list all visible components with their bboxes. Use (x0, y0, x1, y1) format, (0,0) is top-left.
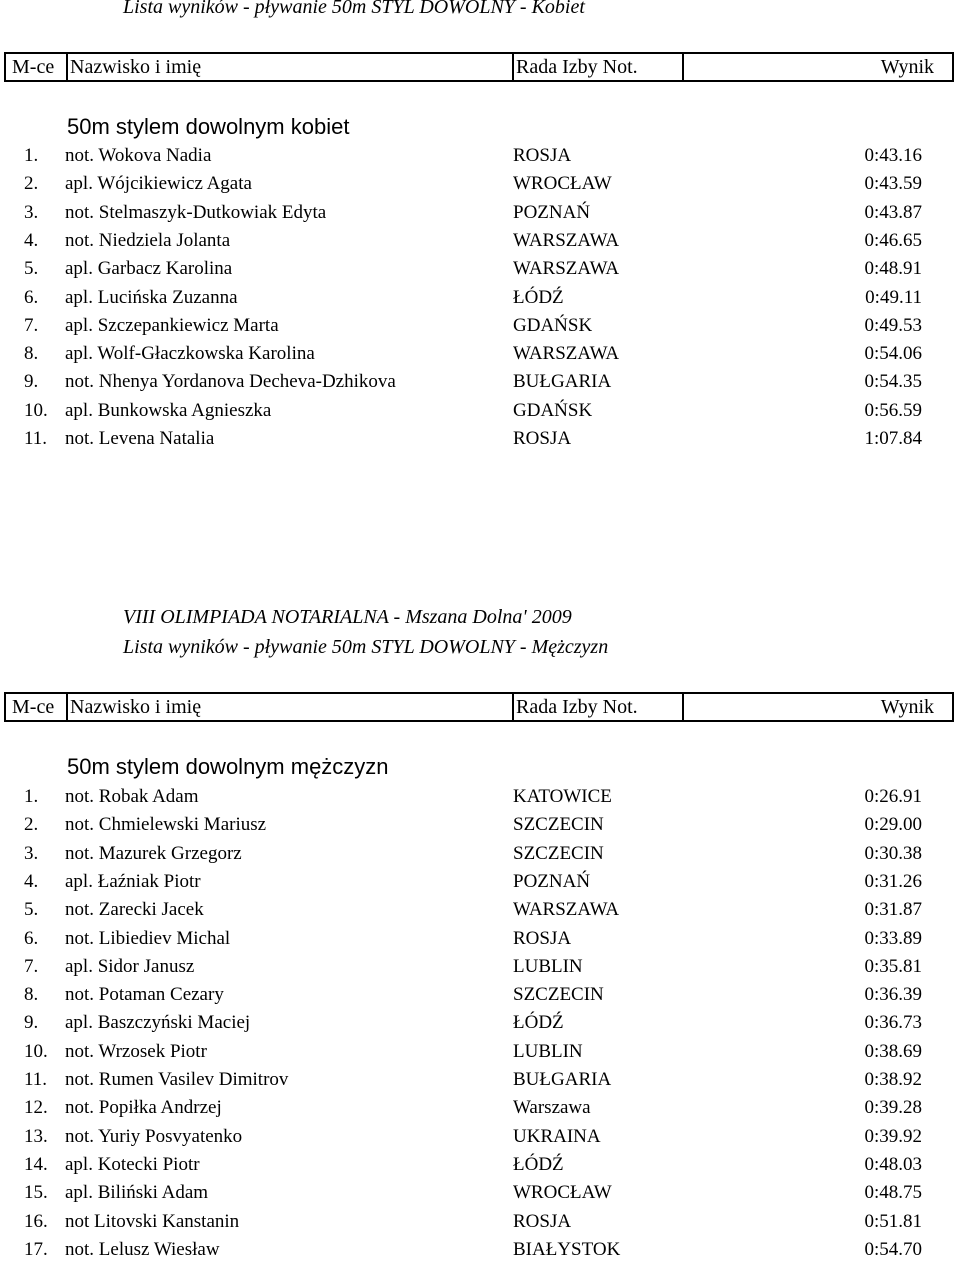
table-row (0, 1097, 960, 1125)
result-cell: 0:39.92 (864, 1125, 922, 1147)
place-cell: 8. (24, 984, 39, 1006)
name-cell: not. Libiediev Michal (65, 927, 231, 949)
header-name: Nazwisko i imię (70, 696, 202, 718)
name-cell: not. Rumen Vasilev Dimitrov (65, 1069, 289, 1090)
result-cell: 0:54.70 (864, 1238, 922, 1260)
name-cell: not. Yuriy Posvyatenko (65, 1125, 243, 1147)
board-cell: UKRAINA (513, 1125, 601, 1147)
place-cell: 11. (24, 1069, 48, 1090)
board-cell: SZCZECIN (513, 984, 604, 1006)
name-cell: not. Niedziela Jolanta (65, 229, 231, 251)
header-board: Rada Izby Not. (516, 696, 638, 718)
table-row (0, 371, 960, 399)
place-cell: 4. (24, 870, 39, 892)
place-cell: 3. (24, 201, 39, 223)
result-cell: 0:51.81 (864, 1210, 922, 1232)
name-cell: apl. Wolf-Głaczkowska Karolina (65, 343, 315, 365)
name-cell: not. Mazurek Grzegorz (65, 842, 242, 864)
result-cell: 0:36.73 (864, 1012, 922, 1034)
name-cell: not. Lelusz Wiesław (65, 1238, 220, 1260)
board-cell: ROSJA (513, 428, 572, 449)
place-cell: 17. (24, 1238, 48, 1260)
table-row (0, 1041, 960, 1069)
table-row (0, 984, 960, 1012)
header-result: Wynik (880, 56, 934, 78)
header-board: Rada Izby Not. (516, 56, 638, 78)
result-cell: 0:56.59 (864, 399, 922, 421)
name-cell: not. Robak Adam (65, 786, 199, 807)
name-cell: not. Wrzosek Piotr (65, 1040, 207, 1062)
result-cell: 0:43.59 (864, 173, 922, 195)
event-title: VIII OLIMPIADA NOTARIALNA - Mszana Dolna' 2009 (123, 606, 572, 628)
name-cell: apl. Garbacz Karolina (65, 258, 233, 280)
board-cell: BUŁGARIA (513, 371, 612, 393)
place-cell: 2. (24, 814, 39, 836)
board-cell: KATOWICE (513, 786, 612, 807)
result-cell: 0:54.06 (864, 343, 922, 365)
result-cell: 0:31.26 (864, 870, 922, 892)
board-cell: POZNAŃ (513, 201, 591, 223)
place-cell: 1. (24, 145, 39, 166)
table-row (0, 202, 960, 230)
board-cell: ŁÓDŹ (513, 286, 564, 308)
header-divider (66, 54, 68, 80)
board-cell: POZNAŃ (513, 870, 591, 892)
table-row (0, 258, 960, 286)
result-cell: 0:54.35 (864, 371, 922, 393)
place-cell: 8. (24, 343, 39, 365)
name-cell: apl. Szczepankiewicz Marta (65, 314, 279, 336)
board-cell: ROSJA (513, 927, 572, 949)
board-cell: BIAŁYSTOK (513, 1238, 621, 1260)
place-cell: 4. (24, 229, 39, 251)
board-cell: BUŁGARIA (513, 1069, 612, 1090)
place-cell: 6. (24, 286, 39, 308)
result-cell: 0:38.92 (864, 1069, 922, 1090)
place-cell: 7. (24, 955, 39, 977)
table-row (0, 871, 960, 899)
board-cell: WARSZAWA (513, 343, 620, 365)
place-cell: 5. (24, 899, 39, 921)
board-cell: LUBLIN (513, 955, 583, 977)
result-cell: 0:36.39 (864, 984, 922, 1006)
place-cell: 9. (24, 1012, 39, 1034)
table-row (0, 1069, 960, 1097)
header-divider (512, 54, 514, 80)
table-row (0, 843, 960, 871)
name-cell: apl. Baszczyński Maciej (65, 1012, 251, 1034)
result-cell: 0:48.75 (864, 1182, 922, 1204)
result-cell: 0:30.38 (864, 842, 922, 864)
board-cell: ŁÓDŹ (513, 1153, 564, 1175)
header-name: Nazwisko i imię (70, 56, 202, 78)
header-divider (682, 54, 684, 80)
table-row (0, 173, 960, 201)
name-cell: not. Nhenya Yordanova Decheva-Dzhikova (65, 371, 396, 393)
place-cell: 5. (24, 258, 39, 280)
women-table-header (4, 52, 954, 82)
place-cell: 6. (24, 927, 39, 949)
name-cell: apl. Kotecki Piotr (65, 1153, 200, 1175)
result-cell: 0:46.65 (864, 229, 922, 251)
place-cell: 12. (24, 1097, 48, 1119)
header-divider (682, 694, 684, 720)
table-row (0, 1211, 960, 1239)
header-divider (512, 694, 514, 720)
board-cell: WROCŁAW (513, 173, 612, 195)
men-section-label: 50m stylem dowolnym mężczyzn (67, 754, 389, 779)
name-cell: not Litovski Kanstanin (65, 1210, 240, 1232)
name-cell: not. Stelmaszyk-Dutkowiak Edyta (65, 201, 327, 223)
table-row (0, 786, 960, 814)
board-cell: ŁÓDŹ (513, 1012, 564, 1034)
place-cell: 14. (24, 1153, 48, 1175)
result-cell: 0:43.87 (864, 201, 922, 223)
header-place: M-ce (12, 56, 55, 78)
board-cell: WARSZAWA (513, 229, 620, 251)
board-cell: LUBLIN (513, 1040, 583, 1062)
result-cell: 0:35.81 (864, 955, 922, 977)
table-row (0, 1182, 960, 1210)
men-table-header (4, 692, 954, 722)
board-cell: WARSZAWA (513, 899, 620, 921)
name-cell: not. Chmielewski Mariusz (65, 814, 267, 836)
name-cell: apl. Lucińska Zuzanna (65, 286, 238, 308)
table-row (0, 928, 960, 956)
result-cell: 0:48.91 (864, 258, 922, 280)
women-results-title: Lista wyników - pływanie 50m STYL DOWOLNY - Kobiet (123, 0, 585, 18)
place-cell: 9. (24, 371, 39, 393)
place-cell: 3. (24, 842, 39, 864)
board-cell: Warszawa (513, 1097, 591, 1119)
header-place: M-ce (12, 696, 55, 718)
table-row (0, 428, 960, 456)
place-cell: 7. (24, 314, 39, 336)
name-cell: not. Levena Natalia (65, 428, 215, 449)
result-cell: 0:48.03 (864, 1153, 922, 1175)
name-cell: not. Potaman Cezary (65, 984, 224, 1006)
table-row (0, 145, 960, 173)
result-cell: 0:43.16 (864, 145, 922, 166)
table-row (0, 1126, 960, 1154)
result-cell: 0:39.28 (864, 1097, 922, 1119)
table-row (0, 956, 960, 984)
name-cell: apl. Łaźniak Piotr (65, 870, 201, 892)
table-row (0, 899, 960, 927)
table-row (0, 814, 960, 842)
table-row (0, 343, 960, 371)
result-cell: 0:49.53 (864, 314, 922, 336)
name-cell: not. Wokova Nadia (65, 145, 212, 166)
place-cell: 11. (24, 428, 48, 449)
result-cell: 0:26.91 (864, 786, 922, 807)
women-section-label: 50m stylem dowolnym kobiet (67, 114, 350, 139)
board-cell: WROCŁAW (513, 1182, 612, 1204)
place-cell: 10. (24, 399, 48, 421)
table-row (0, 287, 960, 315)
result-cell: 0:29.00 (864, 814, 922, 836)
place-cell: 16. (24, 1210, 48, 1232)
board-cell: SZCZECIN (513, 814, 604, 836)
board-cell: WARSZAWA (513, 258, 620, 280)
table-row (0, 315, 960, 343)
header-result: Wynik (880, 696, 934, 718)
result-cell: 1:07.84 (864, 428, 922, 449)
result-cell: 0:49.11 (865, 286, 922, 308)
place-cell: 1. (24, 786, 39, 807)
result-cell: 0:31.87 (864, 899, 922, 921)
name-cell: apl. Biliński Adam (65, 1182, 209, 1204)
name-cell: apl. Sidor Janusz (65, 955, 195, 977)
table-row (0, 1239, 960, 1267)
board-cell: GDAŃSK (513, 314, 593, 336)
men-results-title: Lista wyników - pływanie 50m STYL DOWOLNY - Mężczyzn (123, 636, 609, 658)
header-divider (66, 694, 68, 720)
board-cell: GDAŃSK (513, 399, 593, 421)
place-cell: 13. (24, 1125, 48, 1147)
name-cell: apl. Bunkowska Agnieszka (65, 399, 272, 421)
name-cell: apl. Wójcikiewicz Agata (65, 173, 252, 195)
board-cell: ROSJA (513, 1210, 572, 1232)
result-cell: 0:33.89 (864, 927, 922, 949)
table-row (0, 1154, 960, 1182)
place-cell: 10. (24, 1040, 48, 1062)
place-cell: 15. (24, 1182, 48, 1204)
place-cell: 2. (24, 173, 39, 195)
name-cell: not. Popiłka Andrzej (65, 1097, 222, 1119)
table-row (0, 400, 960, 428)
board-cell: SZCZECIN (513, 842, 604, 864)
name-cell: not. Zarecki Jacek (65, 899, 204, 921)
result-cell: 0:38.69 (864, 1040, 922, 1062)
table-row (0, 1012, 960, 1040)
table-row (0, 230, 960, 258)
board-cell: ROSJA (513, 145, 572, 166)
